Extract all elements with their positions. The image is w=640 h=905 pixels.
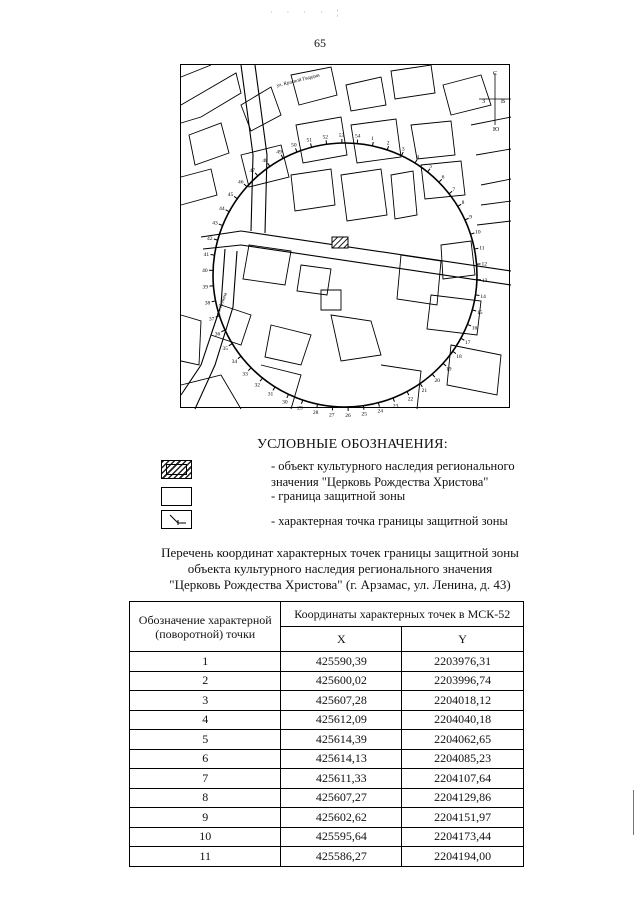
cell-y: 2204194,00 xyxy=(402,847,524,867)
list-title-line-3: "Церковь Рождества Христова" (г. Арзамас, ул. Ленина, д. 43) xyxy=(169,577,511,592)
boundary-point-tick xyxy=(273,387,275,390)
boundary-point-tick xyxy=(467,324,471,325)
boundary-point-label: 21 xyxy=(421,388,428,395)
header-x: X xyxy=(281,627,402,652)
boundary-point-label: 52 xyxy=(322,134,329,141)
compass-south: Ю xyxy=(493,127,500,133)
compass-icon xyxy=(479,71,511,133)
boundary-point-label: 25 xyxy=(361,411,367,418)
boundary-point-label: 6 xyxy=(441,174,445,181)
boundary-point-label: 38 xyxy=(204,300,211,307)
boundary-point-label: 49 xyxy=(276,149,282,156)
boundary-point-tick xyxy=(407,392,409,396)
boundary-point-label: 53 xyxy=(338,133,345,140)
cell-y: 2204173,44 xyxy=(402,827,524,847)
header-point: Обозначение характерной (поворотной) точки xyxy=(130,602,281,652)
legend-text-point: - характерная точка границы защитной зоны xyxy=(271,514,508,528)
boundary-point-label: 35 xyxy=(222,345,228,352)
list-title-line-1: Перечень координат характерных точек границы защитной зоны xyxy=(161,545,519,560)
table-row xyxy=(130,827,524,847)
boundary-point-tick xyxy=(226,210,230,212)
cell-point: 4 xyxy=(130,710,281,730)
cell-point: 3 xyxy=(130,691,281,711)
cell-point: 9 xyxy=(130,808,281,828)
boundary-point-label: 31 xyxy=(267,391,274,398)
coordinates-table xyxy=(129,601,524,867)
cell-y: 2203976,31 xyxy=(402,652,524,672)
boundary-point-tick xyxy=(229,344,232,346)
boundary-point-tick xyxy=(211,255,215,256)
cell-x: 425586,27 xyxy=(281,847,402,867)
table-row xyxy=(130,749,524,769)
compass-north: С xyxy=(493,71,498,77)
boundary-point-label: 24 xyxy=(377,408,383,415)
boundary-point-tick xyxy=(420,384,422,387)
boundary-point-label: 45 xyxy=(227,192,234,199)
heritage-object-marker xyxy=(332,237,348,248)
boundary-point-tick xyxy=(255,173,258,176)
boundary-point-label: 26 xyxy=(345,412,351,419)
cell-y: 2204085,23 xyxy=(402,749,524,769)
cell-y: 2204062,65 xyxy=(402,730,524,750)
cell-x: 425614,39 xyxy=(281,730,402,750)
table-row xyxy=(130,847,524,867)
scan-specks: · · · · ¦ xyxy=(270,8,345,17)
boundary-point-tick xyxy=(238,356,241,358)
table-row xyxy=(130,730,524,750)
boundary-point-label: 15 xyxy=(477,310,483,317)
header-y: Y xyxy=(402,627,524,652)
boundary-point-tick xyxy=(248,368,251,371)
map-drawing xyxy=(181,65,511,419)
cell-x: 425590,39 xyxy=(281,652,402,672)
table-row xyxy=(130,808,524,828)
legend-text-heritage: - объект культурного наследия регионального значения "Церковь Рождества Христова" xyxy=(271,459,515,489)
compass-east: В xyxy=(501,99,506,105)
boundary-point-label: 32 xyxy=(254,382,261,389)
boundary-point-label: 2 xyxy=(386,140,390,147)
cell-point: 5 xyxy=(130,730,281,750)
table-row xyxy=(130,769,524,789)
protection-zone-map xyxy=(180,64,510,419)
cell-point: 6 xyxy=(130,749,281,769)
boundary-point-label: 9 xyxy=(469,214,472,221)
boundary-point-label: 51 xyxy=(306,137,313,144)
boundary-point-label: 39 xyxy=(202,284,208,291)
cell-point: 1 xyxy=(130,652,281,672)
boundary-point-tick xyxy=(296,148,297,152)
boundary-point-label: 28 xyxy=(312,409,319,416)
boundary-point-label: 54 xyxy=(355,133,361,140)
boundary-point-label: 12 xyxy=(481,261,488,268)
compass-west: З xyxy=(482,99,486,105)
boundary-point-tick xyxy=(281,155,283,159)
boundary-point-tick xyxy=(465,218,469,220)
cell-y: 2203996,74 xyxy=(402,671,524,691)
boundary-point-tick xyxy=(244,184,247,187)
boundary-point-label: 47 xyxy=(249,167,256,174)
cell-y: 2204018,12 xyxy=(402,691,524,711)
boundary-point-tick xyxy=(326,140,327,144)
cell-x: 425614,13 xyxy=(281,749,402,769)
cell-x: 425611,33 xyxy=(281,769,402,789)
boundary-point-label: 13 xyxy=(481,277,488,284)
boundary-point-label: 42 xyxy=(206,235,213,242)
cell-x: 425600,02 xyxy=(281,671,402,691)
boundary-point-label: 23 xyxy=(392,403,399,410)
boundary-point-label: 1 xyxy=(371,136,374,143)
boundary-point-label: 48 xyxy=(262,157,268,164)
table-row xyxy=(130,788,524,808)
boundary-point-tick xyxy=(387,146,388,150)
page-number: 65 xyxy=(314,36,326,50)
boundary-point-label: 14 xyxy=(480,294,486,301)
cell-y: 2204040,18 xyxy=(402,710,524,730)
boundary-point-label: 36 xyxy=(214,331,221,338)
boundary-point-label: 17 xyxy=(464,340,471,347)
boundary-point-tick xyxy=(461,338,465,340)
boundary-point-tick xyxy=(268,163,270,166)
table-row xyxy=(130,671,524,691)
cell-x: 425612,09 xyxy=(281,710,402,730)
boundary-point-label: 10 xyxy=(475,229,481,236)
cell-point: 8 xyxy=(130,788,281,808)
boundary-ticks xyxy=(202,133,488,419)
boundary-point-tick xyxy=(443,363,446,366)
cell-point: 11 xyxy=(130,847,281,867)
table-row xyxy=(130,652,524,672)
cell-x: 425595,64 xyxy=(281,827,402,847)
boundary-point-label: 11 xyxy=(479,245,485,252)
boundary-point-label: 44 xyxy=(219,205,225,212)
boundary-point-label: 7 xyxy=(452,186,456,193)
boundary-point-tick xyxy=(287,394,289,398)
cell-point: 10 xyxy=(130,827,281,847)
boundary-point-label: 37 xyxy=(208,316,215,323)
boundary-point-label: 18 xyxy=(456,353,462,360)
legend-text-boundary: - граница защитной зоны xyxy=(271,489,406,503)
cell-point: 7 xyxy=(130,769,281,789)
boundary-point-tick xyxy=(401,152,403,156)
boundary-point-label: 40 xyxy=(202,268,208,275)
boundary-point-tick xyxy=(363,406,364,410)
boundary-point-label: 8 xyxy=(461,200,465,207)
boundary-point-label: 34 xyxy=(231,359,238,366)
point-swatch-icon xyxy=(161,510,192,529)
boundary-point-label: 4 xyxy=(416,154,419,161)
street-label-krasnoy-gvardii: ул. Красной Гвардии xyxy=(276,73,321,89)
legend-title: УСЛОВНЫЕ ОБОЗНАЧЕНИЯ: xyxy=(257,437,448,452)
boundary-point-label: 46 xyxy=(237,179,244,186)
boundary-point-tick xyxy=(432,374,435,377)
boundary-swatch-icon xyxy=(161,487,192,506)
boundary-point-tick xyxy=(301,400,302,404)
table-row xyxy=(130,691,524,711)
cell-y: 2204151,97 xyxy=(402,808,524,828)
boundary-point-label: 16 xyxy=(471,325,478,332)
coordinates-list-title xyxy=(130,545,550,593)
boundary-point-label: 30 xyxy=(282,399,288,406)
table-body xyxy=(130,652,524,867)
cell-x: 425607,27 xyxy=(281,788,402,808)
boundary-point-tick xyxy=(221,330,225,332)
list-title-line-2: объекта культурного наследия регионального значения xyxy=(187,561,493,576)
cell-point: 2 xyxy=(130,671,281,691)
boundary-point-tick xyxy=(260,378,262,381)
boundary-point-label: 43 xyxy=(212,220,218,227)
table-row xyxy=(130,710,524,730)
street-label-lenina: ул. Ленина xyxy=(216,292,229,316)
boundary-point-label: 33 xyxy=(242,371,248,378)
cell-y: 2204129,86 xyxy=(402,788,524,808)
hatched-swatch-icon xyxy=(161,460,192,479)
boundary-point-label: 22 xyxy=(407,396,414,403)
boundary-point-label: 5 xyxy=(429,163,433,170)
boundary-point-tick xyxy=(219,224,223,225)
cell-x: 425607,28 xyxy=(281,691,402,711)
boundary-point-tick xyxy=(475,295,479,296)
boundary-point-label: 27 xyxy=(328,412,335,419)
boundary-point-label: 20 xyxy=(434,378,440,385)
header-coords: Координаты характерных точек в МСК-52 xyxy=(281,602,524,627)
boundary-point-tick xyxy=(393,398,394,402)
boundary-point-label: 50 xyxy=(291,142,297,149)
scan-edge-mark xyxy=(633,790,634,835)
boundary-point-label: 3 xyxy=(401,146,405,153)
boundary-point-label: 19 xyxy=(446,366,452,373)
cell-x: 425602,62 xyxy=(281,808,402,828)
boundary-point-tick xyxy=(234,196,237,198)
boundary-point-tick xyxy=(471,233,475,234)
cell-y: 2204107,64 xyxy=(402,769,524,789)
boundary-point-label: 29 xyxy=(297,405,303,412)
boundary-point-label: 41 xyxy=(203,251,210,258)
